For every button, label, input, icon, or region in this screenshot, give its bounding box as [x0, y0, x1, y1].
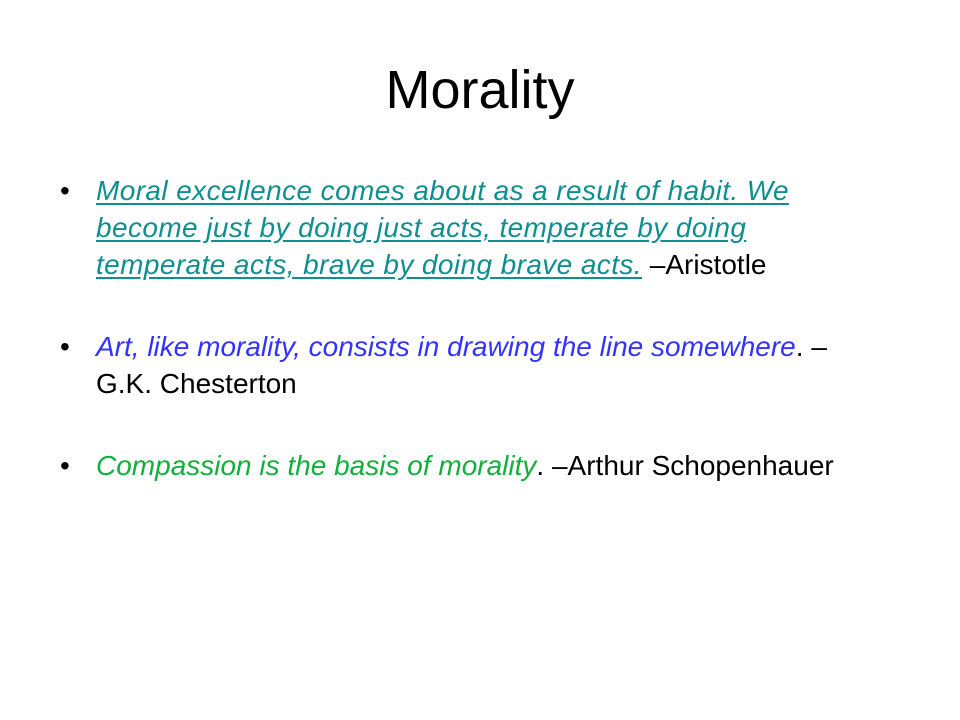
quote-text-schopenhauer: Compassion is the basis of morality [96, 450, 537, 481]
bullet-marker: • [60, 331, 70, 362]
quote-text-chesterton: Art, like morality, consists in drawing the line somewhere [96, 331, 796, 362]
quote-attribution-schopenhauer: . –Arthur Schopenhauer [536, 450, 834, 481]
quote-attribution-aristotle: –Aristotle [641, 249, 767, 280]
quote-attribution-chesterton: . –G.K. Chesterton [96, 331, 827, 399]
quote-item-schopenhauer [60, 447, 880, 484]
quote-list [60, 172, 880, 539]
quote-link-aristotle[interactable]: Moral excellence comes about as a result of habit. We become just by doing just acts, temperate by doing temperate acts, brave by doing brave acts. [96, 175, 790, 280]
quote-item-chesterton [60, 328, 880, 402]
quote-item-aristotle [60, 172, 880, 283]
bullet-marker: • [60, 175, 70, 206]
slide-title: Morality [385, 60, 575, 120]
bullet-marker: • [60, 450, 70, 481]
